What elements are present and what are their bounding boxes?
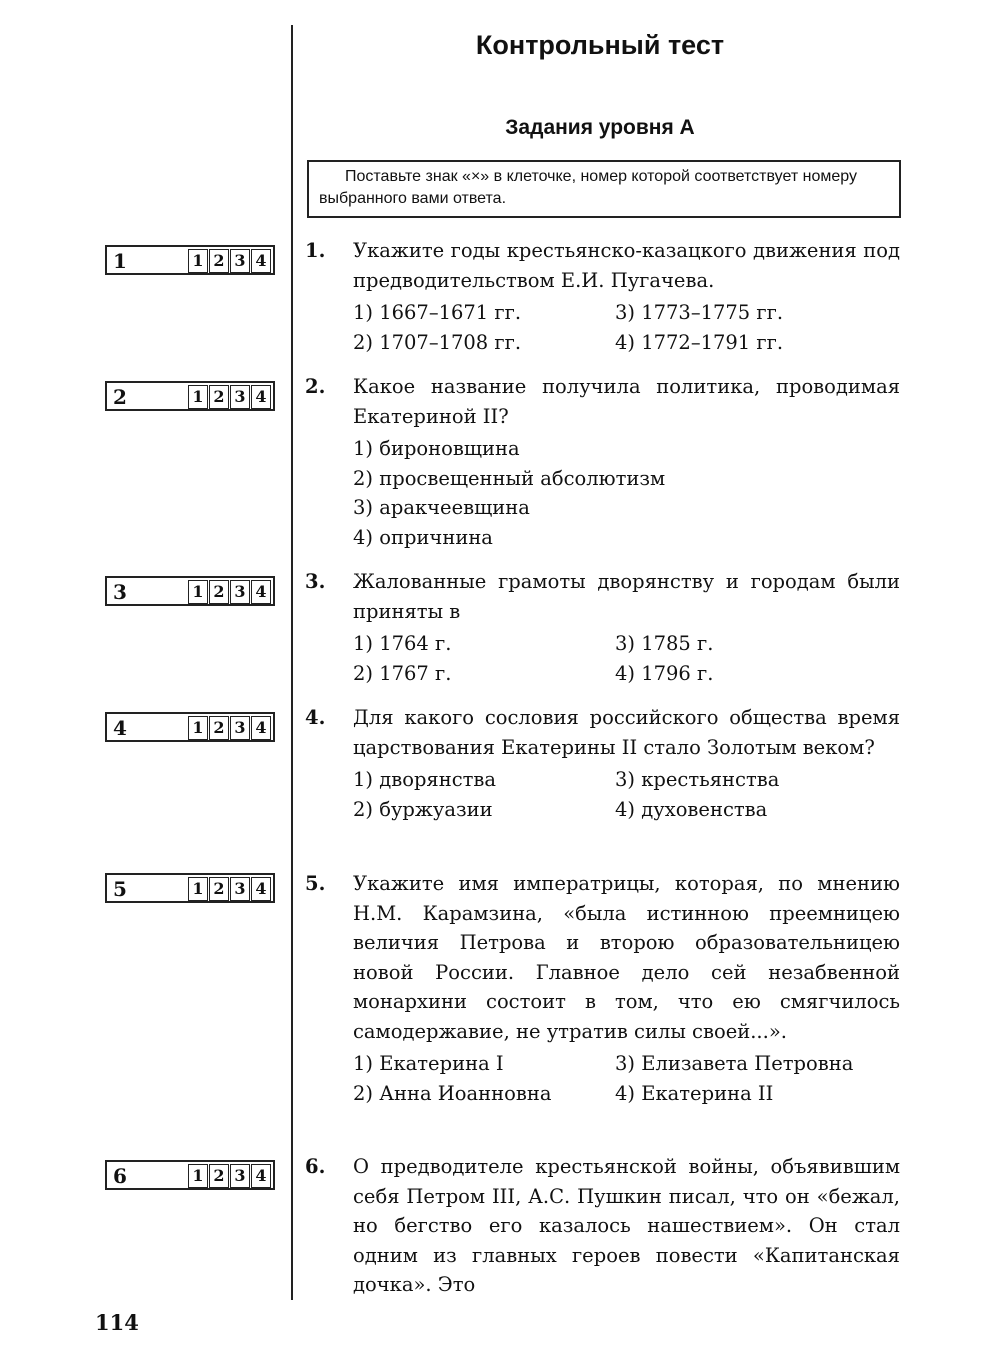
question — [305, 236, 900, 357]
instruction-box: Поставьте знак «×» в клеточке, номер которой соответствует номеру выбранного вами ответа. — [307, 160, 901, 218]
answer-box — [105, 245, 275, 275]
answer-option: 4) опричнина — [353, 525, 493, 549]
answer-option: 3) крестьянства — [615, 768, 780, 791]
answer-option: 2) 1767 г. — [353, 661, 452, 685]
answer-box — [105, 873, 275, 903]
answer-option: 1) дворянства — [353, 768, 497, 791]
answer-option: 3) Елизавета Петровна — [615, 1052, 854, 1075]
answer-cell[interactable]: 1 — [188, 580, 208, 604]
answer-option: 4) 1772–1791 гг. — [615, 330, 784, 354]
answer-cell[interactable]: 2 — [209, 580, 229, 604]
answer-option: 1) 1764 г. — [353, 632, 452, 655]
question-text: Укажите годы крестьянско-казацкого движения под предводительством Е.И. Пугачева. — [353, 239, 900, 292]
question — [305, 372, 900, 552]
answer-cell[interactable]: 2 — [209, 385, 229, 409]
answer-cell[interactable]: 3 — [230, 249, 250, 273]
answer-cell[interactable]: 3 — [230, 877, 250, 901]
answer-option: 2) буржуазии — [353, 797, 493, 821]
question — [305, 703, 900, 824]
answer-cell[interactable]: 3 — [230, 580, 250, 604]
answer-cell[interactable]: 4 — [251, 877, 271, 901]
answer-box — [105, 576, 275, 606]
answer-cell[interactable]: 1 — [188, 385, 208, 409]
question — [305, 567, 900, 688]
answer-box-label: 5 — [113, 877, 127, 901]
answer-cell[interactable]: 1 — [188, 877, 208, 901]
question-number: 6. — [305, 1155, 326, 1178]
answer-box-label: 3 — [113, 580, 127, 604]
question-number: 4. — [305, 706, 326, 729]
question-text: Жалованные грамоты дворянству и городам были приняты в — [353, 570, 900, 623]
answer-cell[interactable]: 2 — [209, 249, 229, 273]
page-number: 114 — [95, 1310, 139, 1335]
answer-option: 3) 1773–1775 гг. — [615, 301, 784, 324]
answer-cell[interactable]: 4 — [251, 385, 271, 409]
answer-box-label: 6 — [113, 1164, 127, 1188]
answer-cell[interactable]: 3 — [230, 1164, 250, 1188]
question-text: О предводителе крестьянской войны, объявившим себя Петром III, А.С. Пушкин писал, что он «бежал, но бегство его казалось нашествием». Он стал одним из главных героев повести «Капитанская дочка». Это — [353, 1155, 900, 1296]
answer-cell[interactable]: 1 — [188, 716, 208, 740]
question-number: 1. — [305, 239, 326, 262]
question-text: Для какого сословия российского общества время царствования Екатерины II стало Золотым веком? — [353, 706, 900, 759]
answer-cell[interactable]: 4 — [251, 580, 271, 604]
question-number: 2. — [305, 375, 326, 398]
question — [305, 1152, 900, 1300]
question — [305, 869, 900, 1108]
answer-cell[interactable]: 1 — [188, 249, 208, 273]
answer-box — [105, 1160, 275, 1190]
answer-cell[interactable]: 4 — [251, 249, 271, 273]
answer-box — [105, 712, 275, 742]
answer-option: 2) 1707–1708 гг. — [353, 330, 522, 354]
question-text: Какое название получила политика, проводимая Екатериной II? — [353, 375, 900, 428]
answer-option: 4) духовенства — [615, 797, 768, 821]
answer-cell[interactable]: 2 — [209, 716, 229, 740]
answer-option: 3) 1785 г. — [615, 632, 714, 655]
answer-option: 4) Екатерина II — [615, 1081, 774, 1105]
answer-cell[interactable]: 2 — [209, 1164, 229, 1188]
answer-option: 1) 1667–1671 гг. — [353, 301, 522, 324]
answer-box-label: 4 — [113, 716, 127, 740]
answer-option: 1) Екатерина I — [353, 1052, 504, 1075]
answer-cell[interactable]: 3 — [230, 385, 250, 409]
question-text: Укажите имя императрицы, которая, по мнению Н.М. Карамзина, «была истинною преемницею величия Петрова и второю образовательницею новой России. Главное дело сей незабвенной монархини состоит в том, что ею смягчилось самодержавие, не утратив силы своей...». — [353, 872, 900, 1043]
section-title: Задания уровня А — [505, 116, 695, 139]
answer-cell[interactable]: 2 — [209, 877, 229, 901]
answer-option: 2) просвещенный абсолютизм — [353, 466, 666, 490]
answer-cell[interactable]: 4 — [251, 1164, 271, 1188]
answer-option: 3) аракчеевщина — [353, 496, 530, 519]
answer-box — [105, 381, 275, 411]
answer-cell[interactable]: 3 — [230, 716, 250, 740]
answer-box-label: 2 — [113, 385, 127, 409]
question-number: 3. — [305, 570, 326, 593]
answer-option: 2) Анна Иоанновна — [353, 1081, 552, 1105]
answer-cell[interactable]: 4 — [251, 716, 271, 740]
column-divider — [291, 25, 293, 1300]
page-title: Контрольный тест — [475, 30, 725, 60]
answer-option: 1) бироновщина — [353, 437, 520, 460]
answer-option: 4) 1796 г. — [615, 661, 714, 685]
answer-box-label: 1 — [113, 249, 127, 273]
answer-cell[interactable]: 1 — [188, 1164, 208, 1188]
question-number: 5. — [305, 872, 326, 895]
